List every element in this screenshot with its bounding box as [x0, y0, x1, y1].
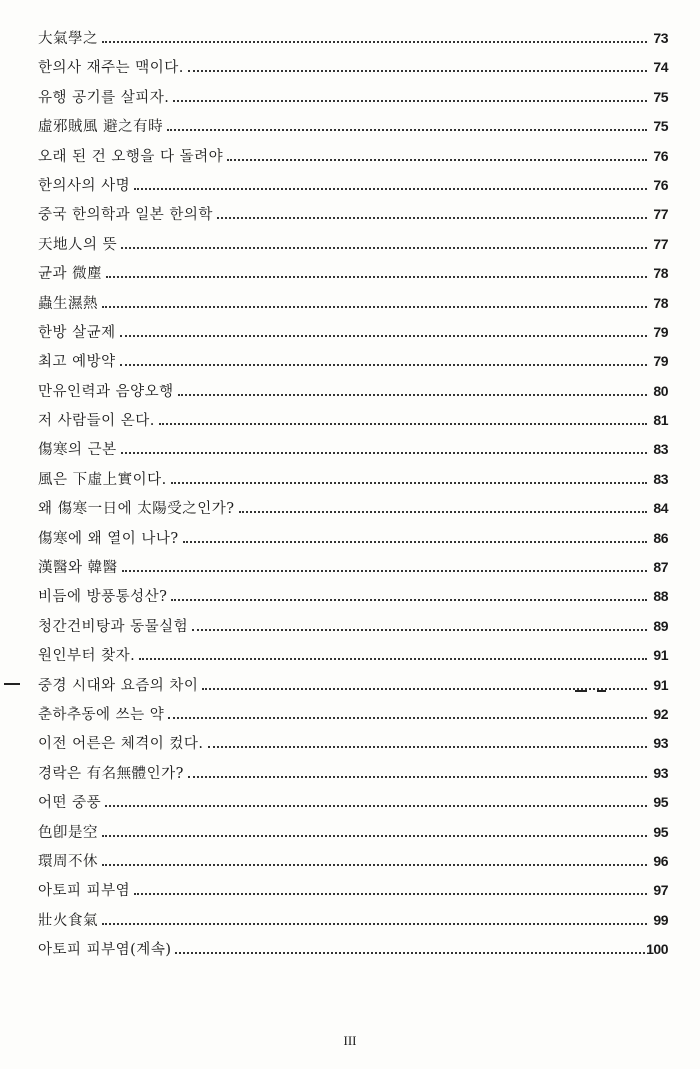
toc-entry	[38, 879, 668, 908]
toc-dot-leader	[105, 805, 647, 807]
page-number: III	[343, 1033, 357, 1048]
toc-entry-page: 92	[653, 705, 668, 722]
toc-entry-title: 만유인력과 음양오행	[38, 383, 174, 400]
toc-entry-page: 83	[653, 441, 668, 458]
toc-entry-title: 虛邪賊風 避之有時	[38, 119, 164, 136]
toc-dot-leader	[139, 658, 647, 660]
toc-entry	[38, 791, 668, 820]
toc-entry-page: 99	[653, 911, 668, 928]
toc-entry-title: 漢醫와 韓醫	[38, 560, 118, 577]
toc-dot-leader	[178, 394, 647, 396]
toc-entry-page: 79	[653, 353, 668, 370]
toc-dot-leader	[102, 923, 647, 925]
toc-entry	[38, 762, 668, 791]
toc-entry-page: 76	[653, 147, 668, 164]
table-of-contents	[38, 27, 668, 968]
toc-dot-leader	[120, 335, 647, 337]
toc-entry-title: 壯火食氣	[38, 912, 98, 929]
toc-dot-leader	[173, 100, 647, 102]
toc-entry-page: 91	[653, 676, 668, 693]
toc-entry	[38, 732, 668, 761]
toc-entry	[38, 438, 668, 467]
toc-entry-page: 78	[653, 265, 668, 282]
toc-entry-title: 天地人의 뜻	[38, 236, 118, 253]
toc-entry	[38, 644, 668, 673]
toc-entry-page: 77	[653, 206, 668, 223]
toc-entry	[38, 174, 668, 203]
toc-dot-leader	[122, 570, 647, 572]
toc-entry-title: 아토피 피부염(계속)	[38, 942, 172, 959]
toc-entry-title: 왜 傷寒一日에 太陽受之인가?	[38, 501, 235, 518]
toc-entry-page: 83	[653, 470, 668, 487]
toc-dot-leader	[134, 893, 647, 895]
toc-dot-leader	[192, 629, 647, 631]
toc-entry-page: 75	[653, 88, 668, 105]
toc-entry-title: 경락은 有名無體인가?	[38, 765, 184, 782]
toc-entry-title: 이전 어른은 체격이 컸다.	[38, 736, 204, 753]
toc-dot-leader	[102, 306, 647, 308]
toc-entry-page: 77	[653, 235, 668, 252]
toc-dot-leader	[188, 70, 647, 72]
toc-entry-title: 오래 된 건 오행을 다 돌려야	[38, 148, 224, 165]
toc-entry	[38, 145, 668, 174]
toc-entry-title: 어떤 중풍	[38, 795, 102, 812]
toc-entry-page: 86	[653, 529, 668, 546]
toc-dot-leader	[120, 364, 647, 366]
toc-entry-title: 한의사 재주는 맥이다.	[38, 60, 184, 77]
toc-entry-title: 한방 살균제	[38, 324, 116, 341]
toc-dot-leader	[102, 41, 647, 43]
toc-dot-leader	[175, 952, 645, 954]
toc-entry	[38, 938, 668, 967]
scan-mark	[597, 690, 606, 692]
toc-dot-leader	[167, 129, 647, 131]
toc-entry-title: 중국 한의학과 일본 한의학	[38, 207, 213, 224]
toc-entry-title: 風은 下虛上實이다.	[38, 471, 167, 488]
toc-entry	[38, 556, 668, 585]
toc-entry	[38, 585, 668, 614]
toc-entry-title: 균과 微塵	[38, 266, 103, 283]
toc-entry-page: 79	[653, 323, 668, 340]
toc-entry-page: 87	[653, 559, 668, 576]
toc-dot-leader	[106, 276, 647, 278]
toc-dot-leader	[227, 159, 647, 161]
toc-dot-leader	[188, 776, 647, 778]
toc-entry-page: 81	[653, 412, 668, 429]
toc-entry	[38, 203, 668, 232]
toc-dot-leader	[171, 482, 647, 484]
toc-entry-page: 88	[653, 588, 668, 605]
toc-entry	[38, 527, 668, 556]
toc-dot-leader	[121, 247, 647, 249]
scan-mark	[4, 683, 20, 685]
toc-entry	[38, 674, 668, 703]
toc-entry	[38, 321, 668, 350]
toc-entry	[38, 56, 668, 85]
toc-entry	[38, 909, 668, 938]
scan-mark	[575, 690, 587, 692]
toc-dot-leader	[208, 746, 647, 748]
toc-entry	[38, 497, 668, 526]
toc-entry	[38, 380, 668, 409]
toc-dot-leader	[171, 599, 647, 601]
toc-entry-title: 춘하추동에 쓰는 약	[38, 706, 165, 723]
toc-entry-page: 97	[653, 882, 668, 899]
toc-entry	[38, 850, 668, 879]
toc-entry-page: 73	[653, 30, 668, 46]
toc-dot-leader	[183, 541, 647, 543]
toc-entry	[38, 292, 668, 321]
toc-dot-leader	[159, 423, 647, 425]
toc-entry	[38, 115, 668, 144]
toc-entry-title: 傷寒의 근본	[38, 442, 117, 459]
toc-dot-leader	[239, 511, 647, 513]
toc-entry-page: 76	[653, 176, 668, 193]
toc-entry	[38, 86, 668, 115]
toc-entry-page: 84	[653, 500, 668, 517]
toc-dot-leader	[102, 835, 647, 837]
toc-entry	[38, 703, 668, 732]
toc-entry-title: 色卽是空	[38, 824, 98, 841]
toc-entry-page: 95	[653, 794, 668, 811]
toc-entry-page: 75	[653, 118, 668, 135]
toc-entry-title: 環周不休	[38, 853, 98, 870]
toc-entry	[38, 615, 668, 644]
toc-entry-title: 大氣學之	[38, 31, 98, 47]
toc-dot-leader	[134, 188, 647, 190]
toc-dot-leader	[102, 864, 647, 866]
toc-entry	[38, 821, 668, 850]
toc-entry-page: 95	[653, 823, 668, 840]
toc-entry	[38, 350, 668, 379]
toc-entry-page: 80	[653, 382, 668, 399]
toc-entry-page: 89	[653, 617, 668, 634]
toc-entry-title: 傷寒에 왜 열이 나나?	[38, 530, 179, 547]
toc-entry	[38, 468, 668, 497]
toc-dot-leader	[217, 217, 647, 219]
toc-entry-title: 청간건비탕과 동물실험	[38, 618, 189, 635]
toc-entry-title: 한의사의 사명	[38, 177, 131, 194]
toc-entry-title: 원인부터 찾자.	[38, 648, 136, 665]
toc-dot-leader	[121, 452, 647, 454]
toc-entry-title: 아토피 피부염	[38, 883, 131, 900]
toc-dot-leader	[168, 717, 647, 719]
toc-entry-title: 저 사람들이 온다.	[38, 413, 155, 430]
toc-entry-title: 蟲生濕熱	[38, 295, 98, 312]
toc-entry-page: 78	[653, 294, 668, 311]
toc-entry-title: 최고 예방약	[38, 354, 116, 371]
toc-entry	[38, 233, 668, 262]
toc-entry-page: 96	[653, 852, 668, 869]
toc-entry-page: 74	[653, 59, 668, 76]
toc-entry-page: 93	[653, 735, 668, 752]
toc-entry-title: 유행 공기를 살피자.	[38, 89, 170, 106]
toc-entry-page: 93	[653, 764, 668, 781]
toc-entry	[38, 27, 668, 56]
toc-entry-title: 중경 시대와 요즘의 차이	[38, 677, 199, 694]
toc-entry-page: 91	[653, 647, 668, 664]
toc-entry	[38, 262, 668, 291]
toc-entry	[38, 409, 668, 438]
toc-entry-page: 100	[646, 941, 668, 958]
toc-entry-title: 비듬에 방풍통성산?	[38, 589, 168, 606]
